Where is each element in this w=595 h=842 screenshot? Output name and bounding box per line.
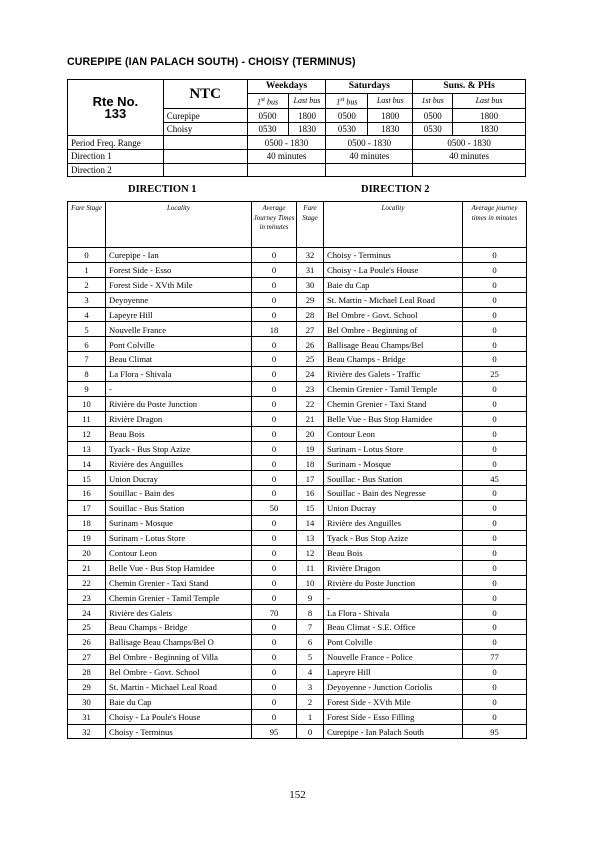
- journey-time-cell: 0: [252, 367, 297, 382]
- empty-cell: [163, 150, 247, 164]
- journey-time-cell: 0: [463, 605, 527, 620]
- fare-stage-cell: 29: [68, 679, 106, 694]
- fare-stage-cell: 12: [297, 545, 324, 560]
- place-curepipe: Curepipe: [163, 109, 247, 123]
- journey-time-cell: 0: [252, 635, 297, 650]
- locality-cell: Surinam - Mosque: [324, 456, 463, 471]
- fare-stage-cell: 0: [297, 724, 324, 739]
- column-header-locality-2: Locality: [324, 202, 463, 248]
- locality-cell: Forest Side - Esso Filling: [324, 709, 463, 724]
- locality-cell: Baie du Cap: [106, 694, 252, 709]
- group-saturdays: Saturdays: [326, 80, 413, 94]
- fare-stage-cell: 4: [68, 307, 106, 322]
- journey-time-cell: 0: [252, 382, 297, 397]
- locality-cell: Union Ducray: [106, 471, 252, 486]
- column-header-fare-stage-1: Fare Stage: [68, 202, 106, 248]
- direction2-label: Direction 2: [68, 163, 164, 177]
- table-row: [68, 277, 527, 292]
- locality-cell: Rivière des Anguilles: [106, 456, 252, 471]
- table-row: [68, 501, 527, 516]
- table-row: [68, 471, 527, 486]
- journey-time-cell: 0: [252, 471, 297, 486]
- fare-stage-cell: 21: [297, 411, 324, 426]
- locality-cell: Souillac - Bus Station: [106, 501, 252, 516]
- table-row: [68, 724, 527, 739]
- fare-stage-cell: 31: [68, 709, 106, 724]
- fare-stage-cell: 8: [297, 605, 324, 620]
- journey-time-cell: 0: [463, 620, 527, 635]
- fare-stage-cell: 0: [68, 248, 106, 263]
- locality-cell: Baie du Cap: [324, 277, 463, 292]
- column-header-journey-time-2: Average journey times in minutes: [463, 202, 527, 248]
- locality-cell: Union Ducray: [324, 501, 463, 516]
- locality-cell: Bel Ombre - Beginning of Villa: [106, 650, 252, 665]
- empty-cell: [163, 136, 247, 150]
- journey-time-cell: 0: [463, 679, 527, 694]
- locality-cell: Belle Vue - Bus Stop Hamidee: [106, 560, 252, 575]
- journey-time-cell: 0: [252, 575, 297, 590]
- fare-stage-cell: 32: [297, 248, 324, 263]
- journey-time-cell: 0: [463, 277, 527, 292]
- locality-cell: Rivière du Poste Junction: [106, 396, 252, 411]
- fare-stage-cell: 30: [68, 694, 106, 709]
- journey-time-cell: 0: [463, 382, 527, 397]
- fare-stage-cell: 30: [297, 277, 324, 292]
- table-row: [68, 620, 527, 635]
- locality-cell: Surinam - Lotus Store: [106, 530, 252, 545]
- fare-stage-cell: 17: [68, 501, 106, 516]
- fare-stage-cell: 19: [68, 530, 106, 545]
- fare-stage-cell: 21: [68, 560, 106, 575]
- fare-stage-cell: 1: [68, 262, 106, 277]
- time-cell: 1800: [288, 109, 326, 123]
- locality-cell: Choisy - Terminus: [106, 724, 252, 739]
- fare-stage-cell: 12: [68, 426, 106, 441]
- locality-cell: Souillac - Bain des: [106, 486, 252, 501]
- fare-stage-cell: 4: [297, 664, 324, 679]
- empty-cell: [163, 163, 247, 177]
- table-row: [68, 709, 527, 724]
- locality-cell: St. Martin - Michael Leal Road: [106, 679, 252, 694]
- column-header-fare-stage-2: Fare Stage: [297, 202, 324, 248]
- direction1-frequency: 40 minutes: [326, 150, 413, 164]
- period-label: Period Freq. Range: [68, 136, 164, 150]
- journey-time-cell: 0: [252, 545, 297, 560]
- time-cell: 0500: [413, 109, 453, 123]
- table-row: [68, 560, 527, 575]
- journey-time-cell: 0: [252, 337, 297, 352]
- locality-cell: Rivière Dragon: [324, 560, 463, 575]
- journey-time-cell: 0: [463, 635, 527, 650]
- table-row: [68, 411, 527, 426]
- journey-time-cell: 0: [252, 262, 297, 277]
- route-number: 133: [104, 105, 127, 121]
- column-header-locality-1: Locality: [106, 202, 252, 248]
- journey-time-cell: 0: [463, 694, 527, 709]
- journey-time-cell: 18: [252, 322, 297, 337]
- group-weekdays: Weekdays: [247, 80, 326, 94]
- fare-stage-cell: 32: [68, 724, 106, 739]
- table-row: [68, 367, 527, 382]
- period-value: 0500 - 1830: [326, 136, 413, 150]
- locality-cell: Tyack - Bus Stop Azize: [324, 530, 463, 545]
- fare-stage-cell: 13: [297, 530, 324, 545]
- journey-time-cell: 50: [252, 501, 297, 516]
- fare-stage-cell: 8: [68, 367, 106, 382]
- table-row: [68, 516, 527, 531]
- journey-time-cell: 0: [463, 501, 527, 516]
- journey-time-cell: 0: [252, 620, 297, 635]
- locality-cell: La Flora - Shivala: [324, 605, 463, 620]
- locality-cell: Lapeyre Hill: [324, 664, 463, 679]
- journey-time-cell: 0: [252, 530, 297, 545]
- locality-cell: Ballisage Beau Champs/Bel O: [106, 635, 252, 650]
- time-cell: 0530: [413, 122, 453, 136]
- locality-cell: Lapeyre Hill: [106, 307, 252, 322]
- locality-cell: Nouvelle France - Police: [324, 650, 463, 665]
- journey-time-cell: 0: [252, 650, 297, 665]
- locality-cell: Bel Ombre - Govt. School: [106, 664, 252, 679]
- fare-stage-cell: 20: [297, 426, 324, 441]
- journey-time-cell: 0: [252, 277, 297, 292]
- locality-cell: Rivière Dragon: [106, 411, 252, 426]
- table-row: [68, 337, 527, 352]
- fare-stage-cell: 19: [297, 441, 324, 456]
- table-row: [68, 248, 527, 263]
- locality-cell: Choisy - La Poule's House: [106, 709, 252, 724]
- journey-time-cell: 0: [463, 307, 527, 322]
- journey-time-cell: 0: [463, 486, 527, 501]
- locality-cell: Rivière du Poste Junction: [324, 575, 463, 590]
- journey-time-cell: 0: [252, 396, 297, 411]
- fare-stage-cell: 28: [297, 307, 324, 322]
- first-bus-header: 1st bus: [413, 93, 453, 109]
- time-cell: 0530: [326, 122, 368, 136]
- fare-stage-cell: 24: [297, 367, 324, 382]
- fare-stage-cell: 27: [68, 650, 106, 665]
- locality-cell: -: [324, 590, 463, 605]
- locality-cell: Nouvelle France: [106, 322, 252, 337]
- direction1-frequency: 40 minutes: [413, 150, 526, 164]
- table-row: [68, 650, 527, 665]
- time-cell: 1830: [288, 122, 326, 136]
- locality-cell: St. Martin - Michael Leal Road: [324, 292, 463, 307]
- fare-stage-cell: 9: [68, 382, 106, 397]
- table-row: [68, 664, 527, 679]
- journey-time-cell: 0: [463, 337, 527, 352]
- journey-time-cell: 0: [463, 456, 527, 471]
- fare-stage-cell: 5: [68, 322, 106, 337]
- fare-stage-cell: 13: [68, 441, 106, 456]
- journey-time-cell: 0: [252, 248, 297, 263]
- table-row: [68, 292, 527, 307]
- first-bus-header: 1st bus: [247, 93, 288, 109]
- journey-time-cell: 95: [252, 724, 297, 739]
- last-bus-header: Last bus: [368, 93, 413, 109]
- journey-time-cell: 0: [252, 426, 297, 441]
- locality-cell: Chemin Grenier - Tamil Temple: [324, 382, 463, 397]
- journey-time-cell: 0: [252, 352, 297, 367]
- last-bus-header: Last bus: [453, 93, 526, 109]
- direction1-label: Direction 1: [68, 150, 164, 164]
- fare-stage-cell: 26: [68, 635, 106, 650]
- table-row: [68, 352, 527, 367]
- fare-stage-cell: 1: [297, 709, 324, 724]
- fare-stage-cell: 22: [68, 575, 106, 590]
- journey-time-cell: 0: [463, 530, 527, 545]
- journey-time-cell: 0: [463, 352, 527, 367]
- group-sundays: Suns. & PHs: [413, 80, 526, 94]
- journey-time-cell: 0: [463, 575, 527, 590]
- locality-cell: Surinam - Mosque: [106, 516, 252, 531]
- route-number-cell: [68, 80, 164, 136]
- fare-stage-cell: 3: [68, 292, 106, 307]
- locality-cell: Tyack - Bus Stop Azize: [106, 441, 252, 456]
- locality-cell: Choisy - La Poule's House: [324, 262, 463, 277]
- journey-time-cell: 0: [252, 709, 297, 724]
- fare-stage-cell: 18: [68, 516, 106, 531]
- fare-stage-table: [67, 201, 527, 739]
- journey-time-cell: 77: [463, 650, 527, 665]
- fare-stage-cell: 11: [297, 560, 324, 575]
- time-cell: 0500: [326, 109, 368, 123]
- fare-stage-cell: 31: [297, 262, 324, 277]
- locality-cell: Ballisage Beau Champs/Bel: [324, 337, 463, 352]
- direction1-frequency: 40 minutes: [247, 150, 326, 164]
- fare-stage-rows: [68, 248, 527, 739]
- locality-cell: Forest Side - XVth Mile: [106, 277, 252, 292]
- fare-stage-cell: 7: [68, 352, 106, 367]
- journey-time-cell: 0: [252, 307, 297, 322]
- fare-stage-cell: 14: [297, 516, 324, 531]
- journey-time-cell: 0: [463, 411, 527, 426]
- journey-time-cell: 95: [463, 724, 527, 739]
- journey-time-cell: 25: [463, 367, 527, 382]
- table-row: [68, 456, 527, 471]
- table-row: [68, 694, 527, 709]
- fare-stage-cell: 2: [297, 694, 324, 709]
- journey-time-cell: 70: [252, 605, 297, 620]
- time-cell: 1800: [453, 109, 526, 123]
- fare-stage-cell: 11: [68, 411, 106, 426]
- page-number: 152: [289, 789, 306, 801]
- journey-time-cell: 0: [463, 248, 527, 263]
- locality-cell: Rivière des Galets: [106, 605, 252, 620]
- table-row: [68, 307, 527, 322]
- fare-stage-cell: 28: [68, 664, 106, 679]
- locality-cell: Souillac - Bain des Negresse: [324, 486, 463, 501]
- fare-stage-cell: 20: [68, 545, 106, 560]
- table-row: [68, 322, 527, 337]
- journey-time-cell: 45: [463, 471, 527, 486]
- fare-stage-cell: 25: [68, 620, 106, 635]
- table-row: [68, 605, 527, 620]
- journey-time-cell: 0: [463, 590, 527, 605]
- journey-time-cell: 0: [463, 426, 527, 441]
- journey-time-cell: 0: [463, 664, 527, 679]
- fare-stage-cell: 26: [297, 337, 324, 352]
- fare-stage-cell: 23: [297, 382, 324, 397]
- time-cell: 0500: [247, 109, 288, 123]
- locality-cell: Pont Colville: [106, 337, 252, 352]
- locality-cell: Forest Side - XVth Mile: [324, 694, 463, 709]
- table-row: [68, 396, 527, 411]
- column-header-journey-time-1: Average Journey Times in minutes: [252, 202, 297, 248]
- fare-stage-cell: 15: [68, 471, 106, 486]
- table-row: [68, 486, 527, 501]
- journey-time-cell: 0: [463, 709, 527, 724]
- fare-stage-cell: 6: [297, 635, 324, 650]
- journey-time-cell: 0: [463, 396, 527, 411]
- locality-cell: Bel Ombre - Beginning of: [324, 322, 463, 337]
- time-cell: 1800: [368, 109, 413, 123]
- journey-time-cell: 0: [252, 664, 297, 679]
- table-row: [68, 441, 527, 456]
- direction1-heading: DIRECTION 1: [128, 184, 197, 195]
- fare-stage-cell: 17: [297, 471, 324, 486]
- locality-cell: Rivière des Galets - Traffic: [324, 367, 463, 382]
- table-row: [68, 679, 527, 694]
- last-bus-header: Last bus: [288, 93, 326, 109]
- table-row: [68, 262, 527, 277]
- fare-stage-cell: 16: [297, 486, 324, 501]
- journey-time-cell: 0: [463, 441, 527, 456]
- fare-stage-cell: 2: [68, 277, 106, 292]
- empty-cell: [247, 163, 326, 177]
- table-row: [68, 530, 527, 545]
- locality-cell: Choisy - Terminus: [324, 248, 463, 263]
- journey-time-cell: 0: [252, 590, 297, 605]
- page-title: CUREPIPE (IAN PALACH SOUTH) - CHOISY (TERMINUS): [67, 56, 356, 68]
- fare-stage-cell: 10: [297, 575, 324, 590]
- journey-time-cell: 0: [463, 560, 527, 575]
- fare-stage-cell: 9: [297, 590, 324, 605]
- locality-cell: Rivière des Anguilles: [324, 516, 463, 531]
- locality-cell: Contour Leon: [106, 545, 252, 560]
- journey-time-cell: 0: [252, 679, 297, 694]
- journey-time-cell: 0: [252, 292, 297, 307]
- locality-cell: Curepipe - Ian: [106, 248, 252, 263]
- time-cell: 1830: [368, 122, 413, 136]
- journey-time-cell: 0: [252, 456, 297, 471]
- fare-stage-cell: 18: [297, 456, 324, 471]
- journey-time-cell: 0: [252, 486, 297, 501]
- fare-stage-cell: 15: [297, 501, 324, 516]
- journey-time-cell: 0: [252, 411, 297, 426]
- locality-cell: Deyoyenne - Junction Coriolis: [324, 679, 463, 694]
- locality-cell: Beau Champs - Bridge: [324, 352, 463, 367]
- locality-cell: Contour Leon: [324, 426, 463, 441]
- locality-cell: Souillac - Bus Station: [324, 471, 463, 486]
- table-row: [68, 575, 527, 590]
- locality-cell: Surinam - Lotus Store: [324, 441, 463, 456]
- journey-time-cell: 0: [463, 545, 527, 560]
- fare-stage-cell: 6: [68, 337, 106, 352]
- journey-time-cell: 0: [463, 516, 527, 531]
- empty-cell: [326, 163, 413, 177]
- table-row: [68, 382, 527, 397]
- fare-stage-cell: 24: [68, 605, 106, 620]
- locality-cell: Forest Side - Esso: [106, 262, 252, 277]
- fare-stage-cell: 23: [68, 590, 106, 605]
- fare-stage-cell: 27: [297, 322, 324, 337]
- first-bus-header: 1st bus: [326, 93, 368, 109]
- journey-time-cell: 0: [252, 694, 297, 709]
- locality-cell: Beau Climat - S.E. Office: [324, 620, 463, 635]
- operator-name: NTC: [163, 80, 247, 109]
- locality-cell: Beau Bois: [324, 545, 463, 560]
- journey-time-cell: 0: [463, 262, 527, 277]
- route-label: Rte No.: [92, 93, 139, 109]
- journey-time-cell: 0: [463, 322, 527, 337]
- route-schedule-table: [67, 79, 526, 177]
- fare-stage-cell: 10: [68, 396, 106, 411]
- journey-time-cell: 0: [463, 292, 527, 307]
- fare-stage-cell: 3: [297, 679, 324, 694]
- locality-cell: Beau Climat: [106, 352, 252, 367]
- table-row: [68, 545, 527, 560]
- locality-cell: -: [106, 382, 252, 397]
- locality-cell: Deyoyenne: [106, 292, 252, 307]
- fare-stage-cell: 5: [297, 650, 324, 665]
- locality-cell: Chemin Grenier - Taxi Stand: [324, 396, 463, 411]
- direction2-heading: DIRECTION 2: [361, 184, 430, 195]
- fare-stage-cell: 22: [297, 396, 324, 411]
- locality-cell: Curepipe - Ian Palach South: [324, 724, 463, 739]
- fare-stage-cell: 7: [297, 620, 324, 635]
- empty-cell: [413, 163, 526, 177]
- time-cell: 1830: [453, 122, 526, 136]
- locality-cell: Beau Champs - Bridge: [106, 620, 252, 635]
- table-row: [68, 426, 527, 441]
- fare-stage-cell: 29: [297, 292, 324, 307]
- locality-cell: La Flora - Shivala: [106, 367, 252, 382]
- locality-cell: Chemin Grenier - Tamil Temple: [106, 590, 252, 605]
- table-row: [68, 635, 527, 650]
- locality-cell: Chemin Grenier - Taxi Stand: [106, 575, 252, 590]
- fare-stage-cell: 16: [68, 486, 106, 501]
- fare-stage-cell: 25: [297, 352, 324, 367]
- journey-time-cell: 0: [252, 441, 297, 456]
- period-value: 0500 - 1830: [247, 136, 326, 150]
- locality-cell: Belle Vue - Bus Stop Hamidee: [324, 411, 463, 426]
- locality-cell: Bel Ombre - Govt. School: [324, 307, 463, 322]
- fare-stage-cell: 14: [68, 456, 106, 471]
- journey-time-cell: 0: [252, 516, 297, 531]
- period-value: 0500 - 1830: [413, 136, 526, 150]
- time-cell: 0530: [247, 122, 288, 136]
- locality-cell: Beau Bois: [106, 426, 252, 441]
- table-row: [68, 590, 527, 605]
- locality-cell: Pont Colville: [324, 635, 463, 650]
- place-choisy: Choisy: [163, 122, 247, 136]
- journey-time-cell: 0: [252, 560, 297, 575]
